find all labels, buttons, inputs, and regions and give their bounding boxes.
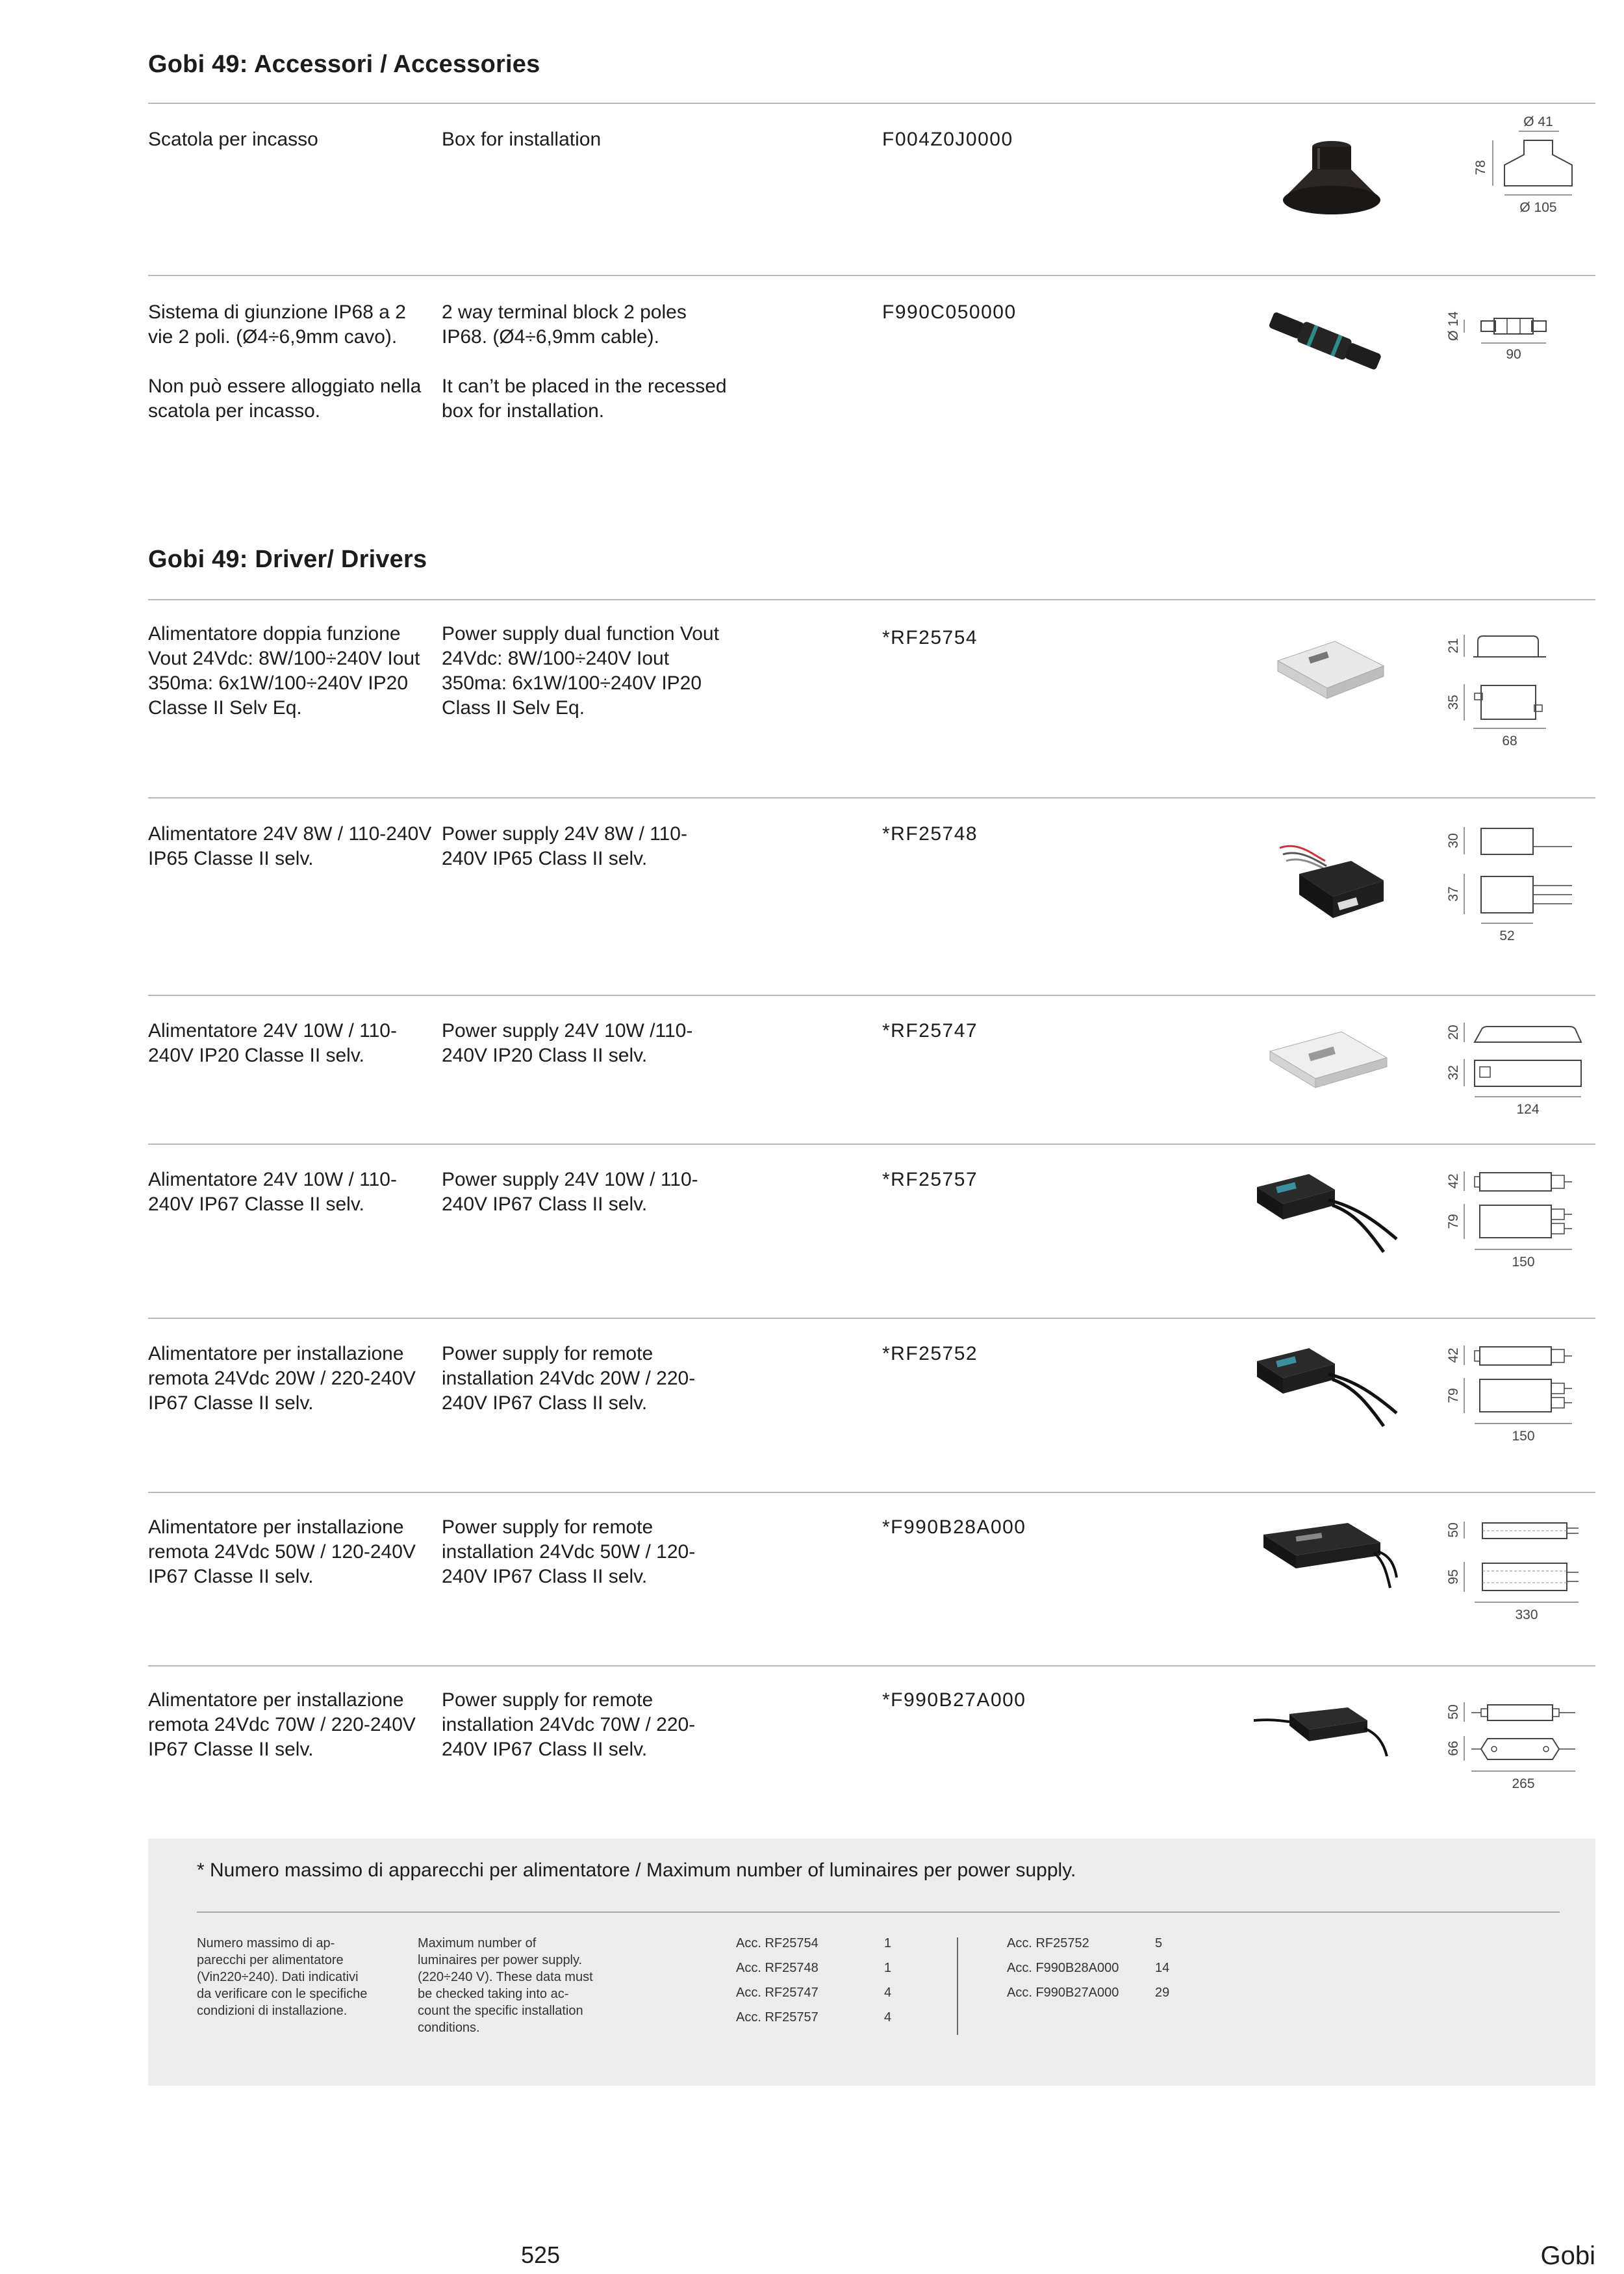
description-it: Sistema di giunzione IP68 a 2 vie 2 poli. (Ø4÷6,9mm cavo). Non può essere alloggiato nella scatola per incasso. <box>148 301 422 422</box>
dimension-drawing <box>1442 1168 1592 1284</box>
divider <box>148 599 1595 600</box>
divider <box>148 995 1595 996</box>
description-en: Power supply 24V 10W /110-240V IP20 Class II selv. <box>442 1020 693 1066</box>
table-row: Acc. RF25752 5 <box>1007 1936 1163 1950</box>
product-code: F004Z0J0000 <box>882 129 1013 150</box>
dimension-drawing <box>1442 1515 1592 1639</box>
product-code: *RF25747 <box>882 1020 978 1041</box>
dimension-drawing <box>1442 1688 1592 1805</box>
divider <box>148 1665 1595 1667</box>
power-supply-photo <box>1250 1694 1400 1766</box>
description-it: Scatola per incasso <box>148 129 318 150</box>
dim-label: 30 <box>1446 833 1461 849</box>
max-luminaires-table-right <box>1007 1936 1215 2010</box>
divider <box>148 1143 1595 1145</box>
description-en: 2 way terminal block 2 poles IP68. (Ø4÷6,9mm cable). It can’t be placed in the recessed box for installation. <box>442 301 727 422</box>
installation-box-photo <box>1270 127 1393 225</box>
dim-label: 95 <box>1446 1569 1461 1585</box>
dim-label: Ø 14 <box>1446 311 1461 341</box>
description-en: Power supply dual function Vout 24Vdc: 8W/100÷240V Iout 350ma: 6x1W/100÷240V IP20 Class II Selv Eq. <box>442 623 719 719</box>
dim-label: 35 <box>1446 695 1461 710</box>
product-code: *RF25748 <box>882 823 978 845</box>
section-title-accessories: Gobi 49: Accessori / Accessories <box>148 51 540 78</box>
dim-label: 37 <box>1446 886 1461 902</box>
section-title-drivers: Gobi 49: Driver/ Drivers <box>148 546 427 573</box>
description-it: Alimentatore per installazione remota 24Vdc 20W / 220-240V IP67 Classe II selv. <box>148 1343 416 1414</box>
luminaires-info-box <box>148 1839 1595 2086</box>
page-number: 525 <box>521 2242 561 2268</box>
dim-label: Ø 41 <box>1523 114 1553 129</box>
product-code: *RF25757 <box>882 1169 978 1190</box>
description-en: Power supply for remote installation 24Vdc 70W / 220-240V IP67 Class II selv. <box>442 1689 696 1760</box>
dimension-drawing <box>1442 114 1592 231</box>
product-code: *F990B27A000 <box>882 1689 1026 1711</box>
description-en: Power supply 24V 10W / 110-240V IP67 Class II selv. <box>442 1169 698 1215</box>
description-it: Alimentatore doppia funzione Vout 24Vdc: 8W/100÷240V Iout 350ma: 6x1W/100÷240V IP20 Classe II Selv Eq. <box>148 623 420 719</box>
dim-label: 150 <box>1512 1255 1535 1270</box>
dim-label: 50 <box>1446 1522 1461 1538</box>
dimension-drawing <box>1442 628 1592 758</box>
description-it: Alimentatore 24V 10W / 110-240V IP20 Classe II selv. <box>148 1020 397 1066</box>
power-supply-photo <box>1270 628 1393 706</box>
divider <box>148 275 1595 276</box>
dim-label: Ø 105 <box>1519 200 1557 215</box>
table-separator <box>957 1937 958 2035</box>
dim-label: 50 <box>1446 1704 1461 1720</box>
power-supply-photo <box>1273 835 1390 926</box>
divider <box>148 797 1595 798</box>
power-supply-photo <box>1250 1168 1400 1258</box>
description-it: Alimentatore per installazione remota 24Vdc 70W / 220-240V IP67 Classe II selv. <box>148 1689 416 1760</box>
description-en: Power supply for remote installation 24Vdc 20W / 220-240V IP67 Class II selv. <box>442 1343 696 1414</box>
description-it: Alimentatore 24V 8W / 110-240V IP65 Classe II selv. <box>148 823 432 869</box>
description-en: Power supply 24V 8W / 110-240V IP65 Class II selv. <box>442 823 687 869</box>
dim-label: 79 <box>1446 1214 1461 1229</box>
power-supply-photo <box>1263 1025 1393 1097</box>
dim-label: 330 <box>1515 1607 1538 1622</box>
divider <box>148 1318 1595 1319</box>
dim-label: 42 <box>1446 1348 1461 1363</box>
description-en: Power supply for remote installation 24Vdc 50W / 120-240V IP67 Class II selv. <box>442 1516 696 1587</box>
description-it: Alimentatore per installazione remota 24Vdc 50W / 120-240V IP67 Classe II selv. <box>148 1516 416 1587</box>
product-code: *RF25754 <box>882 627 978 648</box>
table-row: Acc. RF25757 4 <box>736 2010 892 2025</box>
description-en: Box for installation <box>442 129 602 150</box>
table-row: Acc. RF25748 1 <box>736 1961 892 1975</box>
dim-label: 42 <box>1446 1173 1461 1189</box>
table-row: Acc. F990B28A000 14 <box>1007 1961 1170 1975</box>
brand-name: Gobi <box>1540 2242 1595 2270</box>
product-code: *F990B28A000 <box>882 1516 1026 1538</box>
divider <box>148 1492 1595 1493</box>
table-row: Acc. RF25754 1 <box>736 1936 892 1950</box>
max-luminaires-table-left <box>736 1936 944 2035</box>
dim-label: 150 <box>1512 1429 1535 1444</box>
dim-label: 265 <box>1512 1776 1535 1791</box>
table-row: Acc. RF25747 4 <box>736 1986 892 2000</box>
dimension-drawing <box>1442 1342 1592 1459</box>
dimension-drawing <box>1442 307 1592 372</box>
dim-label: 20 <box>1446 1025 1461 1040</box>
power-supply-photo <box>1257 1515 1400 1600</box>
dim-label: 124 <box>1516 1102 1540 1117</box>
product-code: F990C050000 <box>882 301 1017 323</box>
dim-label: 32 <box>1446 1065 1461 1080</box>
dim-label: 68 <box>1502 734 1517 748</box>
divider <box>148 103 1595 104</box>
dim-label: 66 <box>1446 1741 1461 1756</box>
footnote-text-it: Numero massimo di ap- parecchi per alimentatore (Vin220÷240). Dati indicativi da verificare con le specifiche condizioni di installazione. <box>197 1936 368 2018</box>
dim-label: 90 <box>1506 347 1521 362</box>
dim-label: 21 <box>1446 638 1461 654</box>
description-it: Alimentatore 24V 10W / 110-240V IP67 Classe II selv. <box>148 1169 397 1215</box>
product-code: *RF25752 <box>882 1343 978 1364</box>
power-supply-photo <box>1250 1342 1400 1433</box>
dimension-drawing <box>1442 1019 1592 1129</box>
terminal-block-photo <box>1254 307 1397 378</box>
divider <box>197 1911 1560 1913</box>
dim-label: 78 <box>1473 160 1488 175</box>
dimension-drawing <box>1442 822 1592 952</box>
dim-label: 79 <box>1446 1388 1461 1403</box>
footnote-headline: * Numero massimo di apparecchi per alimentatore / Maximum number of luminaires per power supply. <box>197 1859 1076 1881</box>
footnote-text-en: Maximum number of luminaires per power supply. (220÷240 V). These data must be checked taking into ac- count the specific installation conditions. <box>418 1936 593 2035</box>
dim-label: 52 <box>1499 928 1515 943</box>
table-row: Acc. F990B27A000 29 <box>1007 1986 1170 2000</box>
